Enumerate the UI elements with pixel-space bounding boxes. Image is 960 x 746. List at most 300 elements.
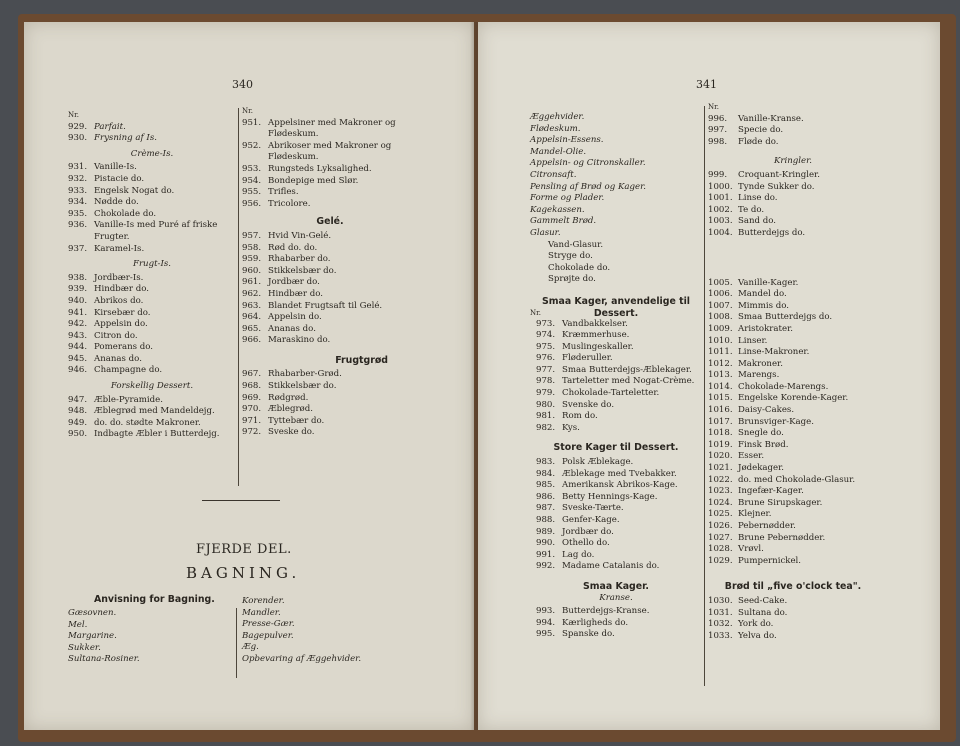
section-heading: Crème-Is. xyxy=(130,148,174,159)
item-title: Muslingeskaller. xyxy=(562,341,634,352)
item-number: 992. xyxy=(536,561,556,572)
item-title: Trifles. xyxy=(268,187,299,198)
item-number: 1011. xyxy=(708,347,733,358)
item-number: 1031. xyxy=(708,607,733,618)
item-title: Smaa Butterdejgs do. xyxy=(738,312,833,323)
item-number: 938. xyxy=(68,272,88,283)
list-item xyxy=(242,312,418,324)
list-item xyxy=(708,544,878,556)
list-item xyxy=(708,417,878,429)
item-number: 946. xyxy=(68,365,88,376)
item-title: Butterdejgs do. xyxy=(738,227,806,238)
section-heading: Smaa Kager, anvendelige til xyxy=(541,295,691,307)
list-item xyxy=(68,331,236,343)
list-item xyxy=(68,296,236,308)
list-item xyxy=(708,498,878,510)
item-number: 1008. xyxy=(708,312,733,323)
list-item xyxy=(68,319,236,331)
item-number: 940. xyxy=(68,295,88,306)
item-number: 1000. xyxy=(708,181,733,192)
item-title: Rød do. do. xyxy=(268,242,318,253)
list-item xyxy=(242,301,418,313)
list-item xyxy=(536,538,702,550)
item-title: Engelske Korende-Kager. xyxy=(738,393,849,404)
item-title: Specie do. xyxy=(738,125,784,136)
list-item xyxy=(708,509,878,521)
item-title: Seed-Cake. xyxy=(738,595,788,606)
item-title: Tarteletter med Nogat-Crème. xyxy=(562,376,695,387)
item-number: 995. xyxy=(536,629,556,640)
item-title: Genfer-Kage. xyxy=(562,515,620,525)
list-item xyxy=(708,370,878,382)
list-item: Appelsin- og Citronskaller. xyxy=(530,158,646,169)
item-title: Appelsiner med Makroner og Flødeskum. xyxy=(268,117,396,140)
list-item xyxy=(68,273,236,285)
list-item xyxy=(68,197,236,209)
item-number: 1003. xyxy=(708,216,733,227)
item-title: Te do. xyxy=(738,204,765,215)
list-item xyxy=(708,312,878,324)
item-title: Vandbakkelser. xyxy=(562,318,628,329)
item-number: 942. xyxy=(68,319,88,330)
item-number: 957. xyxy=(242,230,262,241)
list-item xyxy=(708,347,878,359)
item-title: Kræmmerhuse. xyxy=(562,330,630,341)
item-title: Stikkelsbær do. xyxy=(268,381,337,392)
list-item xyxy=(242,187,418,199)
item-title: Chokolade-Marengs. xyxy=(738,381,829,392)
list-item xyxy=(68,418,236,430)
item-title: Pistacie do. xyxy=(94,173,145,184)
list-item xyxy=(68,174,236,186)
item-title: Ananas do. xyxy=(94,353,142,364)
item-title: Maraskino do. xyxy=(268,335,331,346)
list-item xyxy=(708,440,878,452)
list-item xyxy=(708,125,878,137)
list-item xyxy=(708,619,878,631)
list-item xyxy=(708,114,878,126)
list-item xyxy=(242,289,418,301)
list-item xyxy=(536,618,702,630)
item-number: 983. xyxy=(536,457,556,468)
item-number: 956. xyxy=(242,198,262,209)
list-item xyxy=(68,342,236,354)
column-divider xyxy=(238,108,239,486)
item-title: Esser. xyxy=(738,451,765,462)
list-item xyxy=(68,122,236,134)
item-title: Chokolade-Tarteletter. xyxy=(562,388,660,399)
item-number: 984. xyxy=(536,468,556,479)
list-item: Pensling af Brød og Kager. xyxy=(530,181,646,192)
item-title: Linse do. xyxy=(738,193,778,204)
item-title: Frysning af Is. xyxy=(94,133,157,144)
item-title: York do. xyxy=(738,619,774,630)
list-item xyxy=(536,388,702,400)
list-item xyxy=(708,382,878,394)
item-number: 944. xyxy=(68,342,88,353)
item-title: Ingefær-Kager. xyxy=(738,486,804,497)
item-title: Sand do. xyxy=(738,216,777,227)
item-number: 994. xyxy=(536,617,556,628)
toc-column xyxy=(708,102,878,642)
item-title: Citron do. xyxy=(94,330,138,341)
item-title: Nødde do. xyxy=(94,197,139,208)
item-number: 941. xyxy=(68,307,88,318)
item-number: 937. xyxy=(68,243,88,254)
item-title: Makroner. xyxy=(738,358,783,369)
bagning-list xyxy=(68,608,228,666)
item-title: Indbagte Æbler i Butterdejg. xyxy=(94,429,220,440)
section-heading: Smaa Kager. xyxy=(583,580,649,592)
item-number: 932. xyxy=(68,173,88,184)
item-title: Stikkelsbær do. xyxy=(268,265,337,276)
item-number: 970. xyxy=(242,404,262,415)
item-title: Vanille-Kranse. xyxy=(738,113,804,124)
list-item xyxy=(536,606,702,618)
nr-header: Nr. xyxy=(530,308,541,317)
item-title: Mimmis do. xyxy=(738,300,789,311)
item-title: Tynde Sukker do. xyxy=(738,181,815,192)
item-title: Linse-Makroner. xyxy=(738,347,810,358)
item-title: Vanille-Is med Puré af friske Frugter. xyxy=(94,220,218,242)
toc-column xyxy=(530,112,702,641)
item-title: Sveske do. xyxy=(268,427,315,438)
list-item xyxy=(536,457,702,469)
section-heading: Brød til „five o'clock tea". xyxy=(724,581,862,593)
item-title: Smaa Butterdejgs-Æblekager. xyxy=(562,364,692,375)
item-number: 963. xyxy=(242,300,262,311)
list-item xyxy=(708,324,878,336)
item-number: 1023. xyxy=(708,486,733,497)
list-item: Gammelt Brød. xyxy=(530,216,597,227)
list-item: Opbevaring af Æggehvider. xyxy=(242,653,362,664)
item-number: 1018. xyxy=(708,428,733,439)
list-item xyxy=(242,416,418,428)
item-number: 949. xyxy=(68,417,88,428)
item-number: 947. xyxy=(68,394,88,405)
item-number: 979. xyxy=(536,388,556,399)
list-item xyxy=(242,335,418,347)
item-title: Fløderuller. xyxy=(562,353,613,364)
item-number: 948. xyxy=(68,406,88,417)
item-title: Æblegrød med Mandeldejg. xyxy=(94,406,215,417)
list-item xyxy=(242,381,418,393)
list-item xyxy=(68,133,236,145)
item-number: 976. xyxy=(536,353,556,364)
list-item xyxy=(536,365,702,377)
item-title: Klejner. xyxy=(738,509,772,520)
item-title: Fløde do. xyxy=(738,136,779,147)
list-item xyxy=(242,199,418,211)
item-title: Tricolore. xyxy=(268,198,311,209)
list-item: Vand-Glasur. xyxy=(548,239,604,250)
list-item xyxy=(536,319,702,331)
item-number: 973. xyxy=(536,318,556,329)
list-item: Mandler. xyxy=(242,607,281,618)
list-item xyxy=(68,308,236,320)
item-title: Brune Pebernødder. xyxy=(738,532,826,543)
item-title: Linser. xyxy=(738,335,768,346)
item-number: 929. xyxy=(68,121,88,132)
item-number: 977. xyxy=(536,364,556,375)
list-item xyxy=(536,527,702,539)
list-item xyxy=(708,608,878,620)
item-title: Rødgrød. xyxy=(268,392,309,403)
list-item xyxy=(68,406,236,418)
list-item xyxy=(708,405,878,417)
item-number: 1020. xyxy=(708,451,733,462)
section-heading: Gelé. xyxy=(316,216,344,228)
item-number: 1013. xyxy=(708,370,733,381)
page-number: 340 xyxy=(232,78,253,91)
item-title: Æblegrød. xyxy=(268,404,313,415)
list-item xyxy=(708,216,878,228)
nr-header: Nr. xyxy=(68,111,79,119)
list-item xyxy=(708,631,878,643)
item-number: 964. xyxy=(242,312,262,323)
item-number: 966. xyxy=(242,335,262,346)
item-number: 1033. xyxy=(708,630,733,641)
item-number: 1026. xyxy=(708,521,733,531)
item-number: 1004. xyxy=(708,227,733,238)
item-number: 1030. xyxy=(708,595,733,606)
section-heading: Forskellig Dessert. xyxy=(110,381,194,392)
list-item xyxy=(242,243,418,255)
list-item xyxy=(708,475,878,487)
list-item: Kagekassen. xyxy=(530,204,585,215)
item-number: 997. xyxy=(708,125,728,136)
item-title: Amerikansk Abrikos-Kage. xyxy=(562,480,678,491)
list-item xyxy=(68,162,236,174)
item-title: Brunsviger-Kage. xyxy=(738,416,814,427)
list-item xyxy=(708,486,878,498)
item-title: Karamel-Is. xyxy=(94,243,145,254)
item-title: Champagne do. xyxy=(94,365,163,376)
item-title: Hindbær do. xyxy=(94,284,149,295)
item-number: 998. xyxy=(708,136,728,147)
item-title: Vanille-Kager. xyxy=(738,277,799,288)
list-item xyxy=(536,561,702,573)
item-title: Pomerans do. xyxy=(94,342,154,353)
list-item: Citronsaft. xyxy=(530,169,577,180)
list-item: Korender. xyxy=(242,596,285,606)
item-title: Daisy-Cakes. xyxy=(738,405,795,416)
item-title: Rom do. xyxy=(562,411,598,422)
item-title: Hindbær do. xyxy=(268,288,323,299)
item-number: 950. xyxy=(68,429,88,440)
list-item xyxy=(708,193,878,205)
list-item xyxy=(708,137,878,149)
item-number: 996. xyxy=(708,113,728,124)
item-number: 953. xyxy=(242,163,262,174)
item-number: 1012. xyxy=(708,358,733,369)
item-number: 1025. xyxy=(708,509,733,520)
right-page xyxy=(478,22,940,730)
item-title: Svenske do. xyxy=(562,399,615,410)
list-item xyxy=(708,596,878,608)
list-item xyxy=(708,428,878,440)
nr-header: Nr. xyxy=(708,103,719,111)
list-item xyxy=(536,411,702,423)
list-item xyxy=(536,515,702,527)
list-item xyxy=(708,278,878,290)
item-title: Chokolade do. xyxy=(94,208,157,219)
list-item: Presse-Gær. xyxy=(242,619,295,630)
item-title: Æble-Pyramide. xyxy=(94,394,163,405)
part-subtitle: BAGNING. xyxy=(186,564,301,582)
item-title: Ananas do. xyxy=(268,323,316,334)
item-number: 1009. xyxy=(708,323,733,334)
item-number: 969. xyxy=(242,392,262,403)
list-item xyxy=(536,400,702,412)
section-heading: Kranse. xyxy=(599,592,633,603)
item-title: Appelsin do. xyxy=(268,312,322,323)
section-heading: Frugtgrød xyxy=(335,354,388,366)
item-title: Vanille-Is. xyxy=(94,162,137,173)
item-title: Kærligheds do. xyxy=(562,617,629,628)
list-item xyxy=(242,324,418,336)
item-title: Kirsebær do. xyxy=(94,307,151,318)
item-title: Othello do. xyxy=(562,538,610,549)
item-number: 936. xyxy=(68,220,88,231)
item-title: Marengs. xyxy=(738,370,780,381)
item-number: 1007. xyxy=(708,300,733,311)
item-number: 943. xyxy=(68,330,88,341)
list-item xyxy=(708,451,878,463)
item-title: Hvid Vin-Gelé. xyxy=(268,230,332,241)
item-number: 1032. xyxy=(708,619,733,630)
list-item: Mandel-Olie. xyxy=(530,146,587,157)
list-item xyxy=(242,118,418,141)
list-item: Stryge do. xyxy=(548,251,593,262)
list-item xyxy=(242,404,418,416)
list-item xyxy=(68,395,236,407)
list-item xyxy=(242,164,418,176)
item-number: 1014. xyxy=(708,381,733,392)
list-item xyxy=(536,342,702,354)
list-item xyxy=(242,266,418,278)
item-title: Sveske-Tærte. xyxy=(562,503,624,514)
item-title: Blandet Frugtsaft til Gelé. xyxy=(268,300,383,311)
list-item xyxy=(708,205,878,217)
item-title: Spanske do. xyxy=(562,629,615,640)
item-number: 952. xyxy=(242,140,262,151)
item-number: 1017. xyxy=(708,416,733,427)
item-number: 1021. xyxy=(708,463,733,474)
item-title: Pumpernickel. xyxy=(738,555,802,566)
item-title: Madame Catalanis do. xyxy=(562,561,660,572)
item-number: 1001. xyxy=(708,193,733,204)
list-item: Æg. xyxy=(242,642,259,653)
list-item: Mel. xyxy=(68,619,88,630)
item-title: Brune Sirupskager. xyxy=(738,497,823,508)
list-item: Glasur. xyxy=(530,227,561,238)
list-item xyxy=(242,427,418,439)
list-item xyxy=(68,354,236,366)
item-number: 1015. xyxy=(708,393,733,404)
item-number: 988. xyxy=(536,515,556,525)
list-item xyxy=(536,423,702,435)
list-item xyxy=(68,209,236,221)
item-number: 1010. xyxy=(708,335,733,346)
list-item: Flødeskum. xyxy=(530,123,581,134)
item-title: Betty Hennings-Kage. xyxy=(562,491,658,502)
item-title: do. med Chokolade-Glasur. xyxy=(738,474,856,485)
item-number: 967. xyxy=(242,369,262,380)
item-title: Croquant-Kringler. xyxy=(738,169,820,180)
item-title: Finsk Brød. xyxy=(738,439,789,450)
list-item xyxy=(536,480,702,492)
list-item xyxy=(536,492,702,504)
item-number: 987. xyxy=(536,503,556,514)
item-number: 982. xyxy=(536,422,556,433)
left-page xyxy=(24,22,474,730)
item-title: Vrøvl. xyxy=(738,544,764,555)
item-title: Polsk Æblekage. xyxy=(562,457,634,468)
list-item xyxy=(536,330,702,342)
list-item xyxy=(536,629,702,641)
list-item: Æggehvider. xyxy=(530,112,585,122)
item-number: 1022. xyxy=(708,474,733,485)
list-item xyxy=(708,289,878,301)
section-heading: Dessert. xyxy=(593,307,639,319)
list-item: Sukker. xyxy=(68,642,101,653)
list-item xyxy=(708,556,878,568)
section-heading: Frugt-Is. xyxy=(132,259,171,270)
list-item xyxy=(242,277,418,289)
list-item: Bagepulver. xyxy=(242,630,294,641)
item-number: 985. xyxy=(536,480,556,491)
list-item xyxy=(708,336,878,348)
nr-header: Nr. xyxy=(242,107,253,115)
list-item xyxy=(68,429,236,441)
section-heading: Store Kager til Dessert. xyxy=(553,442,679,454)
list-item xyxy=(536,550,702,562)
item-number: 961. xyxy=(242,277,262,288)
item-number: 980. xyxy=(536,399,556,410)
list-item xyxy=(242,141,418,164)
item-title: Engelsk Nogat do. xyxy=(94,185,175,196)
item-number: 1028. xyxy=(708,544,733,555)
item-number: 933. xyxy=(68,185,88,196)
list-item xyxy=(68,284,236,296)
item-number: 958. xyxy=(242,242,262,253)
item-number: 972. xyxy=(242,427,262,438)
item-number: 974. xyxy=(536,330,556,341)
item-title: Tyttebær do. xyxy=(268,415,325,426)
item-number: 955. xyxy=(242,187,262,198)
item-title: Æblekage med Tvebakker. xyxy=(562,468,677,479)
item-number: 930. xyxy=(68,133,88,144)
list-item: Gæsovnen. xyxy=(68,608,117,618)
list-item: Margarine. xyxy=(68,631,117,642)
list-item: Sprøjte do. xyxy=(548,274,596,285)
list-item xyxy=(708,521,878,533)
list-item xyxy=(242,254,418,266)
list-item xyxy=(536,503,702,515)
list-item xyxy=(242,176,418,188)
item-number: 965. xyxy=(242,323,262,334)
list-item xyxy=(708,170,878,182)
item-number: 1027. xyxy=(708,532,733,543)
item-number: 991. xyxy=(536,549,556,560)
item-title: do. do. stødte Makroner. xyxy=(94,417,201,428)
list-item xyxy=(536,469,702,481)
item-number: 954. xyxy=(242,175,262,186)
item-number: 1029. xyxy=(708,555,733,566)
list-item: Forme og Plader. xyxy=(530,193,605,204)
part-title: FJERDE DEL. xyxy=(196,542,292,557)
